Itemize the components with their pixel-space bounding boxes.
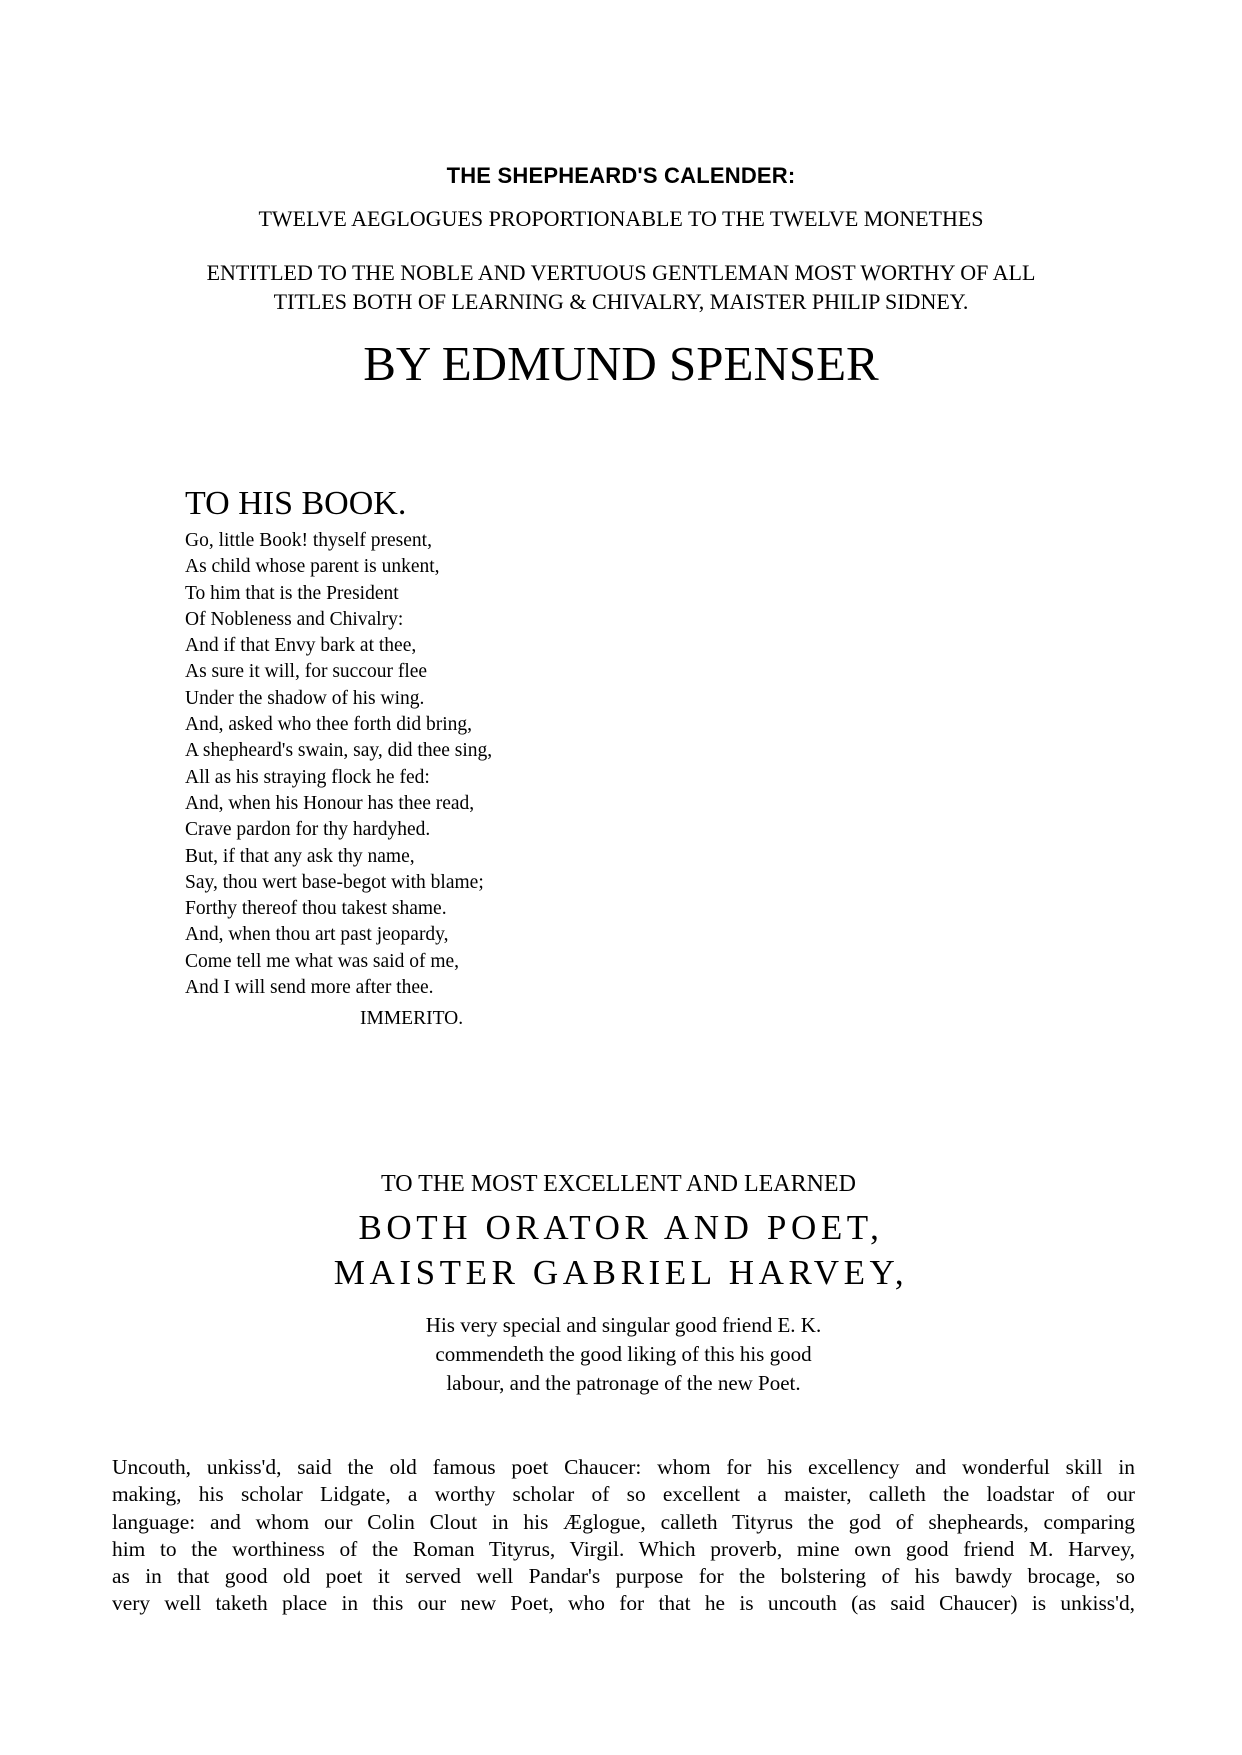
poem-lines bbox=[185, 528, 492, 1001]
poem-line: And if that Envy bark at thee, bbox=[185, 635, 417, 657]
body-line: as in that good old poet it served well Pandar's purpose for the bolstering of his bawdy brocage, so bbox=[112, 1564, 1135, 1589]
poem-line: Crave pardon for thy hardyhed. bbox=[185, 819, 431, 841]
poem-title: TO HIS BOOK. bbox=[185, 485, 407, 522]
recipient-line: MAISTER GABRIEL HARVEY, bbox=[333, 1253, 909, 1292]
commendation-line: labour, and the patronage of the new Poet. bbox=[446, 1371, 801, 1395]
poem-line: Go, little Book! thyself present, bbox=[185, 530, 432, 551]
dedication-line: ENTITLED TO THE NOBLE AND VERTUOUS GENTLEMAN MOST WORTHY OF ALL bbox=[206, 260, 1036, 285]
book-subtitle: TWELVE AEGLOGUES PROPORTIONABLE TO THE TWELVE MONETHES bbox=[258, 206, 984, 231]
commendation-line: His very special and singular good friend E. K. bbox=[425, 1313, 822, 1337]
poem-line: To him that is the President bbox=[185, 582, 399, 604]
body-line: language: and whom our Colin Clout in his Æglogue, calleth Tityrus the god of shepheards, comparing bbox=[112, 1509, 1135, 1534]
epistle-body bbox=[112, 1454, 1135, 1618]
dedication-line: TITLES BOTH OF LEARNING & CHIVALRY, MAISTER PHILIP SIDNEY. bbox=[273, 289, 969, 314]
poem-line: And, asked who thee forth did bring, bbox=[185, 714, 473, 736]
commendation-line: commendeth the good liking of this his good bbox=[435, 1342, 812, 1366]
poem-line: As child whose parent is unkent, bbox=[185, 556, 440, 578]
body-line: Uncouth, unkiss'd, said the old famous poet Chaucer: whom for his excellency and wonderful skill in bbox=[112, 1455, 1135, 1479]
poem-line: A shepheard's swain, say, did thee sing, bbox=[185, 740, 493, 762]
body-line: making, his scholar Lidgate, a worthy scholar of so excellent a maister, calleth the loadstar of our bbox=[112, 1482, 1135, 1507]
poem-line: But, if that any ask thy name, bbox=[185, 845, 415, 867]
epistle-commendation bbox=[0, 1311, 1242, 1398]
poem-line: Under the shadow of his wing. bbox=[185, 687, 425, 709]
body-line: very well taketh place in this our new Poet, who for that he is uncouth (as said Chaucer) is unkiss'd, bbox=[112, 1591, 1135, 1616]
poem-line: And, when thou art past jeopardy, bbox=[185, 924, 449, 946]
poem-line: Of Nobleness and Chivalry: bbox=[185, 608, 404, 630]
body-line: him to the worthiness of the Roman Tityrus, Virgil. Which proverb, mine own good friend M. Harvey, bbox=[112, 1536, 1135, 1561]
book-title: THE SHEPHEARD'S CALENDER: bbox=[446, 163, 796, 188]
author-byline: BY EDMUND SPENSER bbox=[363, 336, 879, 391]
epistle-address: TO THE MOST EXCELLENT AND LEARNED bbox=[381, 1171, 856, 1197]
poem-line: And I will send more after thee. bbox=[185, 977, 434, 999]
poem-line: Come tell me what was said of me, bbox=[185, 950, 460, 972]
poem-line: Forthy thereof thou takest shame. bbox=[185, 898, 447, 920]
poem-line: As sure it will, for succour flee bbox=[185, 661, 428, 683]
poem-line: And, when his Honour has thee read, bbox=[185, 792, 475, 814]
poem-signature: IMMERITO. bbox=[360, 1008, 464, 1029]
epistle-recipient bbox=[0, 1205, 1242, 1295]
dedication bbox=[0, 258, 1242, 316]
recipient-line: BOTH ORATOR AND POET, bbox=[358, 1208, 884, 1247]
poem-line: Say, thou wert base-begot with blame; bbox=[185, 871, 484, 893]
poem-line: All as his straying flock he fed: bbox=[185, 766, 430, 788]
